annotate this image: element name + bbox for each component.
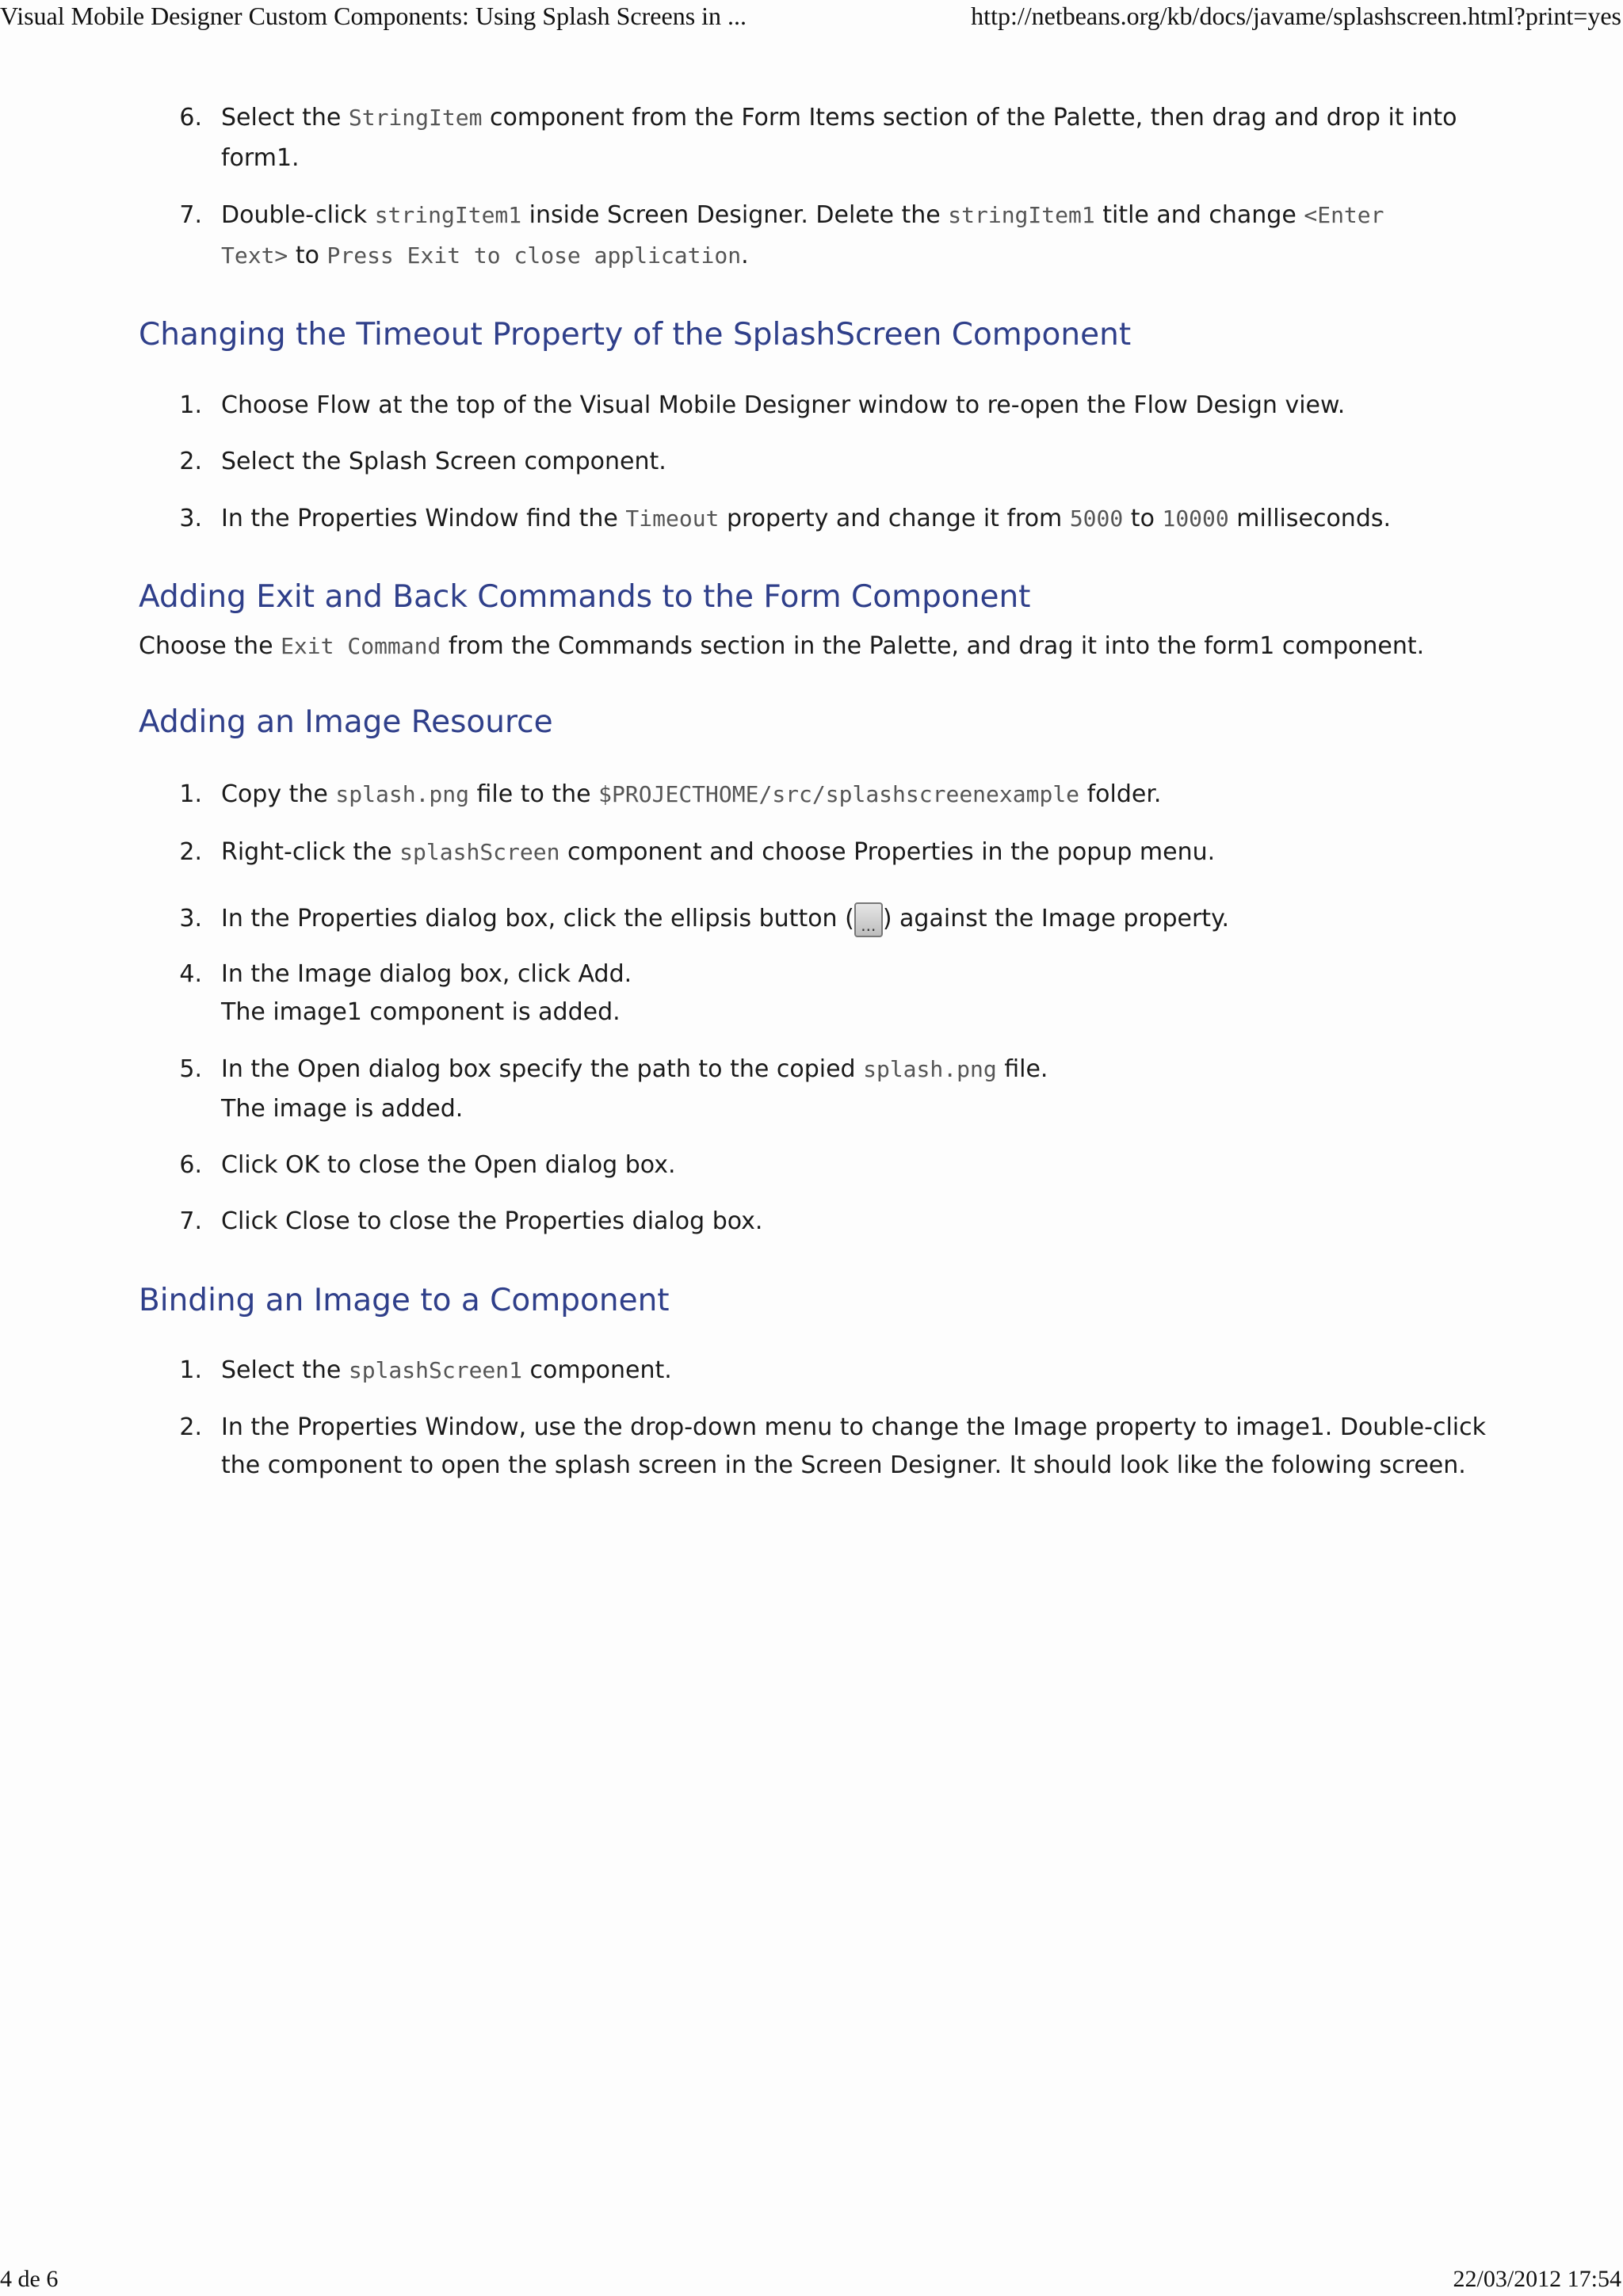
code-snippet: splashScreen [399, 839, 560, 865]
header-url[interactable]: http://netbeans.org/kb/docs/javame/splashscreen.html?print=yes [971, 2, 1621, 30]
list-text-continued: The image is added. [221, 1095, 464, 1123]
footer-page-number: 4 de 6 [0, 2266, 59, 2292]
list-number: 2. [179, 838, 202, 866]
list-text: Select the StringItem component from the Form Items section of the Palette, then drag and drop it into [221, 104, 1457, 132]
list-number: 2. [179, 1413, 202, 1441]
list-text: Right-click the splashScreen component and choose Properties in the popup menu. [221, 838, 1216, 866]
ellipsis-button-icon: ... [854, 902, 883, 937]
code-snippet: Timeout [625, 505, 720, 532]
section-heading-exit: Adding Exit and Back Commands to the Form Component [139, 579, 1031, 615]
list-text: In the Properties dialog box, click the ellipsis button ( ... ) against the Image property. [221, 900, 1623, 938]
list-number: 5. [179, 1055, 202, 1083]
list-number: 6. [179, 104, 202, 132]
list-text: In the Properties Window find the Timeout property and change it from 5000 to 10000 milliseconds. [221, 505, 1392, 532]
list-text-continued: form1. [221, 144, 300, 172]
list-text: In the Properties Window, use the drop-down menu to change the Image property to image1. Double-click [221, 1413, 1486, 1441]
list-text-continued: The image1 component is added. [221, 998, 621, 1026]
list-number: 6. [179, 1151, 202, 1179]
list-text-continued: the component to open the splash screen in the Screen Designer. It should look like the folowing screen. [221, 1451, 1466, 1479]
list-number: 2. [179, 448, 202, 475]
code-snippet: splashScreen1 [348, 1357, 523, 1383]
footer-datetime: 22/03/2012 17:54 [1453, 2266, 1621, 2292]
list-text: Select the splashScreen1 component. [221, 1356, 672, 1384]
code-snippet: Exit Command [281, 633, 441, 659]
list-text-continued: Text> to Press Exit to close application. [221, 242, 749, 269]
code-snippet: $PROJECTHOME/src/splashscreenexample [598, 781, 1080, 807]
code-snippet: StringItem [348, 105, 483, 131]
code-snippet: 5000 [1069, 505, 1124, 532]
code-snippet: <Enter [1304, 202, 1384, 228]
code-snippet: Text> [221, 242, 288, 269]
list-number: 3. [179, 905, 202, 933]
section-heading-timeout: Changing the Timeout Property of the SplashScreen Component [139, 317, 1132, 353]
code-snippet: Press Exit to close application [327, 242, 742, 269]
list-text: Double-click stringItem1 inside Screen Designer. Delete the stringItem1 title and change <Enter [221, 201, 1384, 229]
code-snippet: splash.png [335, 781, 469, 807]
list-number: 4. [179, 960, 202, 988]
list-number: 1. [179, 1356, 202, 1384]
code-snippet: splash.png [863, 1056, 997, 1082]
list-number: 1. [179, 391, 202, 419]
list-text: In the Open dialog box specify the path to the copied splash.png file. [221, 1055, 1048, 1083]
code-snippet: stringItem1 [948, 202, 1095, 228]
list-text: Choose Flow at the top of the Visual Mobile Designer window to re-open the Flow Design view. [221, 391, 1346, 419]
list-number: 3. [179, 505, 202, 532]
code-snippet: stringItem1 [374, 202, 522, 228]
list-text: In the Image dialog box, click Add. [221, 960, 632, 988]
section-heading-image: Adding an Image Resource [139, 704, 553, 740]
header-title: Visual Mobile Designer Custom Components: Using Splash Screens in ... [0, 2, 747, 30]
code-snippet: 10000 [1162, 505, 1229, 532]
list-text: Click OK to close the Open dialog box. [221, 1151, 676, 1179]
list-text: Copy the splash.png file to the $PROJECTHOME/src/splashscreenexample folder. [221, 780, 1162, 808]
section-heading-binding: Binding an Image to a Component [139, 1283, 670, 1318]
list-number: 7. [179, 201, 202, 229]
list-text: Click Close to close the Properties dialog box. [221, 1207, 763, 1235]
paragraph: Choose the Exit Command from the Commands section in the Palette, and drag it into the form1 component. [139, 632, 1425, 660]
list-number: 1. [179, 780, 202, 808]
list-text: Select the Splash Screen component. [221, 448, 666, 475]
list-number: 7. [179, 1207, 202, 1235]
